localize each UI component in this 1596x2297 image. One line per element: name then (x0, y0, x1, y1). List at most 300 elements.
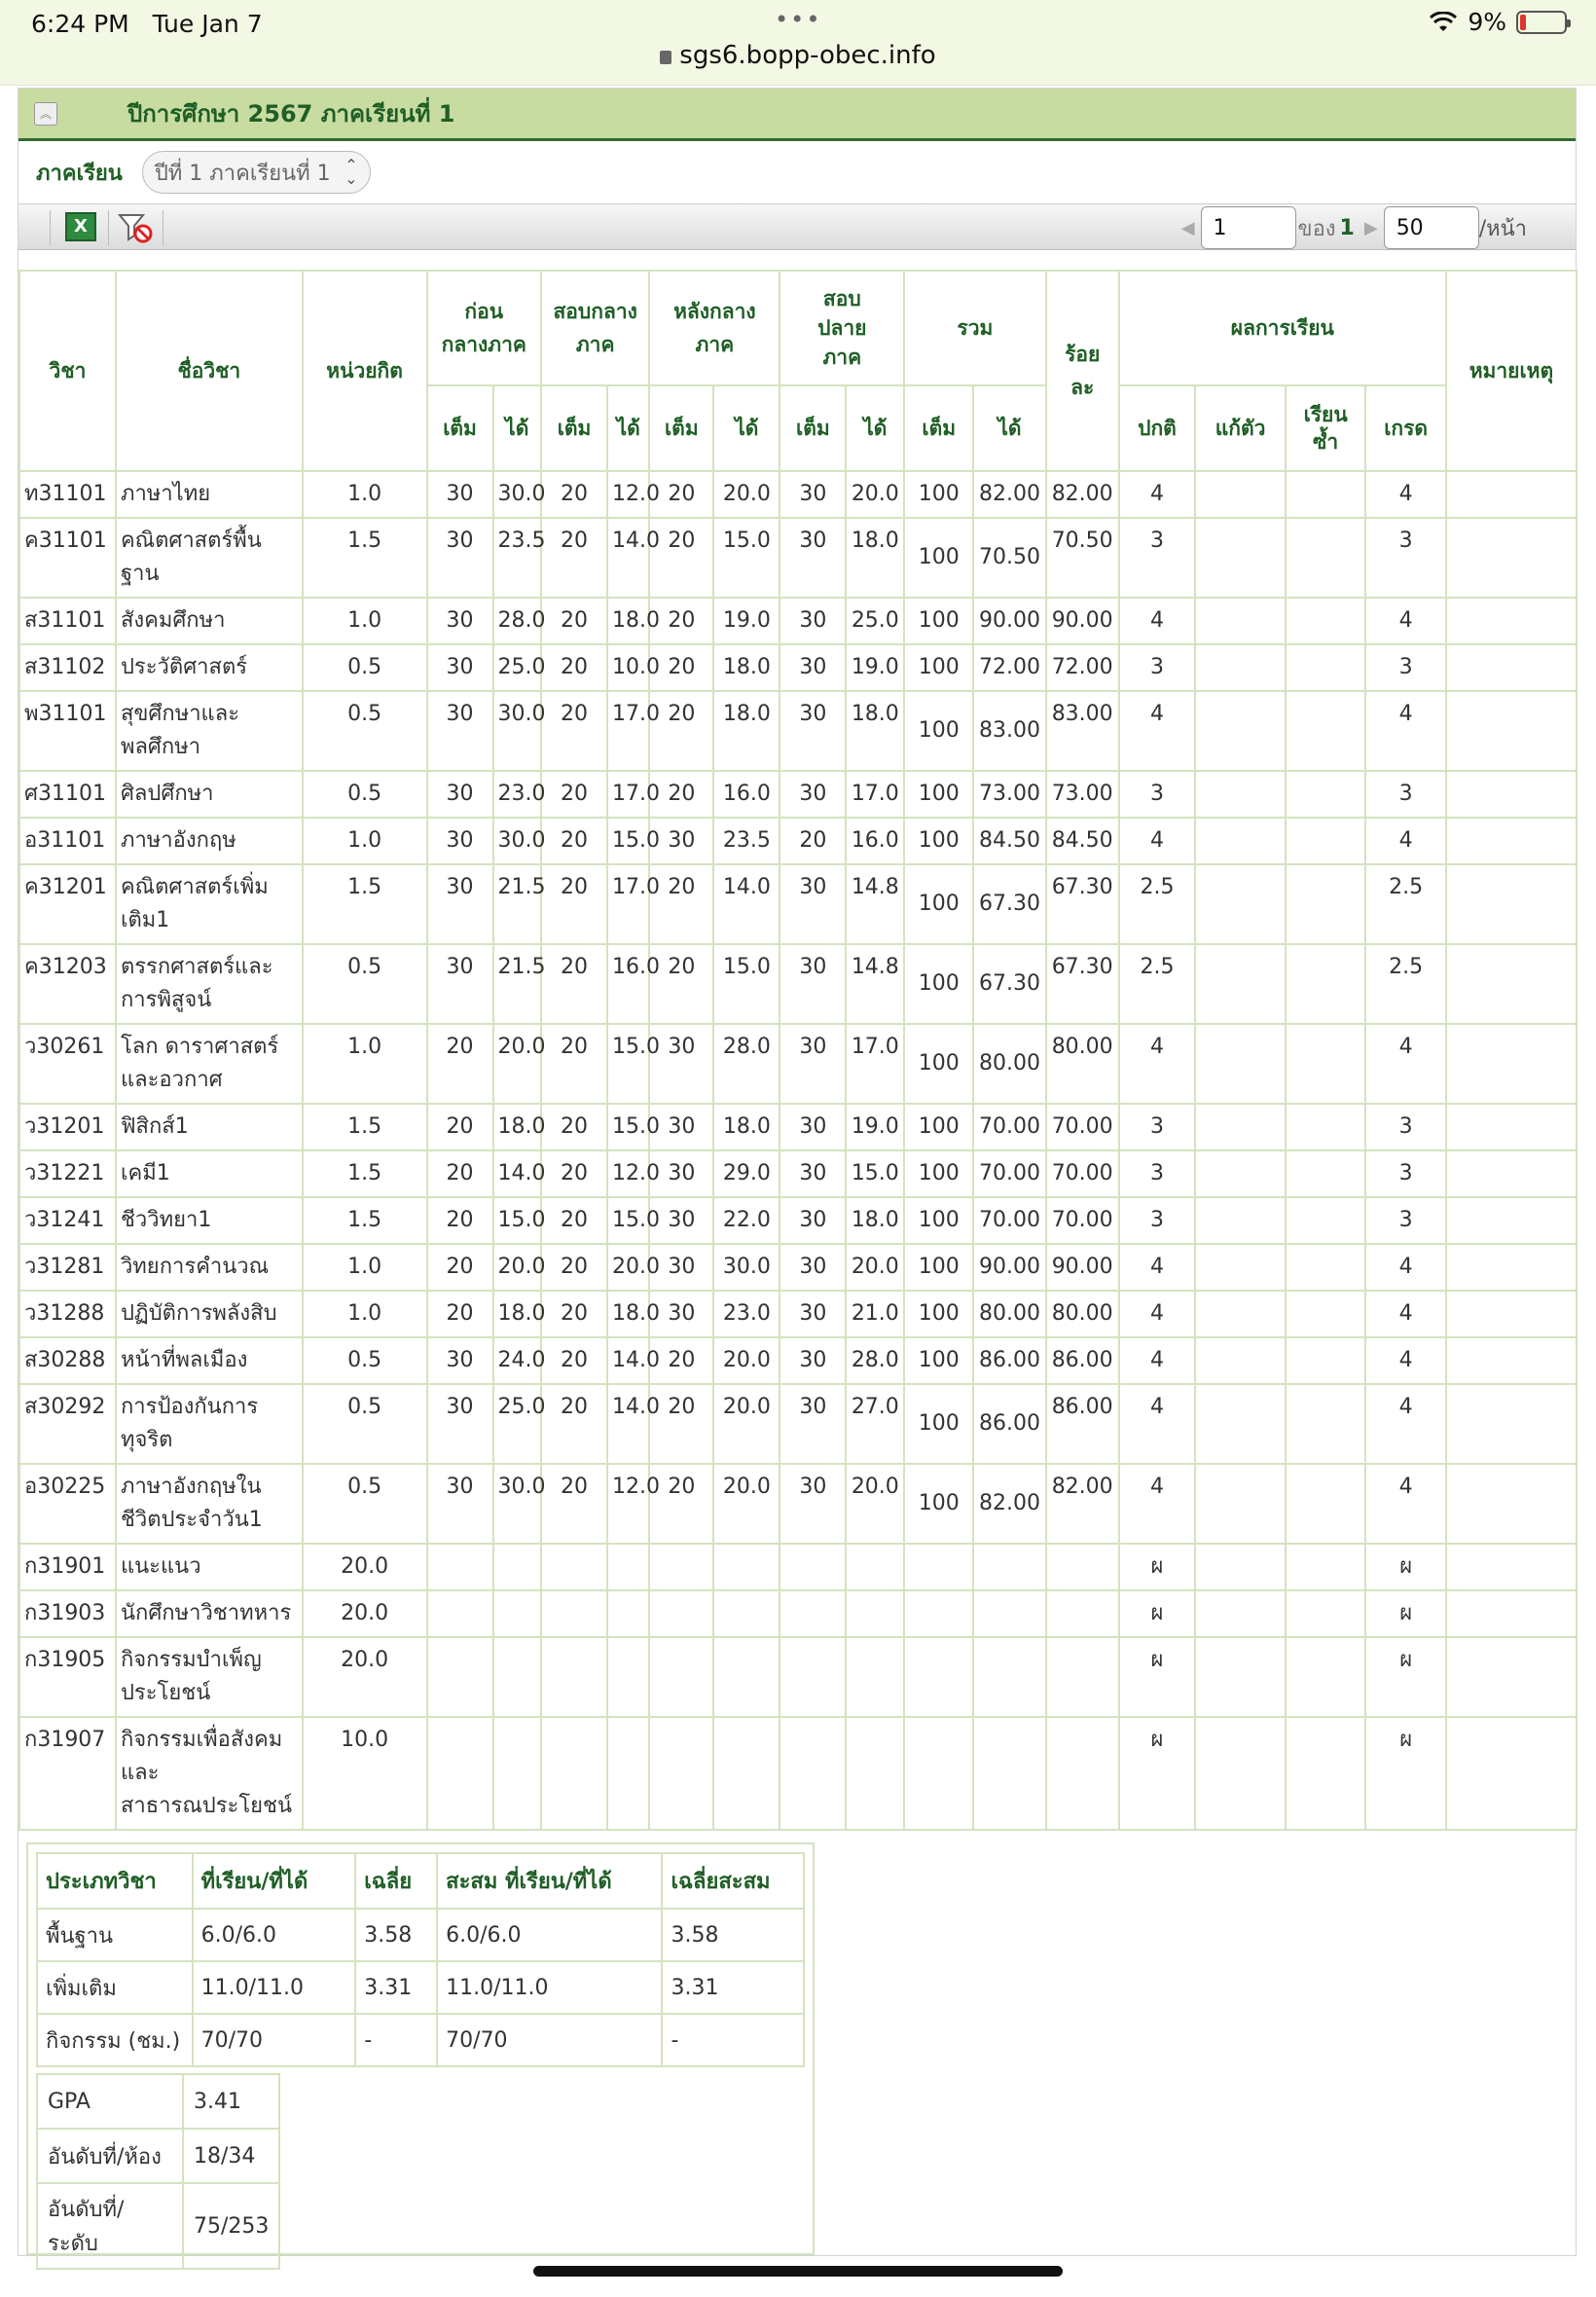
table-cell: 67.30 (1046, 864, 1119, 944)
table-cell (1195, 818, 1286, 864)
table-cell: 14.0 (713, 864, 780, 944)
table-cell: 20 (541, 1104, 607, 1150)
table-cell: 18.0 (713, 644, 780, 691)
summary-table (36, 1852, 805, 2067)
table-cell (1446, 944, 1577, 1024)
table-cell: 82.00 (973, 471, 1045, 518)
pager-total: 1 (1339, 215, 1355, 240)
table-cell (1195, 771, 1286, 818)
table-cell: 86.00 (1046, 1337, 1119, 1384)
gpa-label: อันดับที่/ระดับ (37, 2183, 183, 2269)
table-cell: 80.00 (1046, 1024, 1119, 1104)
table-cell: 30 (427, 864, 493, 944)
table-cell: 100 (904, 944, 973, 1024)
subject-code: ก31907 (19, 1717, 116, 1830)
table-cell (1195, 691, 1286, 771)
toolbar-divider (50, 210, 51, 245)
table-cell: 30 (427, 644, 493, 691)
table-cell: 20.0 (303, 1637, 427, 1717)
table-cell: 20 (541, 944, 607, 1024)
pager-of-label: ของ (1297, 216, 1336, 241)
subject-code: ว31281 (19, 1244, 116, 1291)
table-cell: 0.5 (303, 771, 427, 818)
table-cell: 72.00 (1046, 644, 1119, 691)
table-cell (1286, 1637, 1365, 1717)
table-cell: 2.5 (1119, 944, 1195, 1024)
table-cell (1286, 1104, 1365, 1150)
term-label: ภาคเรียน (36, 161, 123, 186)
table-cell: 30 (780, 1337, 846, 1384)
table-cell: 70.00 (1046, 1197, 1119, 1244)
table-cell: ผ (1119, 1637, 1195, 1717)
table-cell: 100 (904, 1464, 973, 1544)
table-cell (1446, 598, 1577, 644)
table-cell: 100 (904, 1337, 973, 1384)
table-cell (973, 1717, 1045, 1830)
table-cell: 20 (541, 1464, 607, 1544)
table-row (19, 771, 1577, 818)
th-grade: เกรด (1365, 385, 1445, 471)
select-caret-icon: ⌃ ⌄ (345, 156, 358, 188)
table-cell: 15.0 (607, 1197, 649, 1244)
table-cell (713, 1637, 780, 1717)
clear-filter-icon[interactable] (118, 212, 155, 243)
table-cell: 0.5 (303, 691, 427, 771)
table-cell (1286, 1150, 1365, 1197)
table-cell (1195, 1544, 1286, 1590)
summary-cell: - (662, 2014, 804, 2066)
table-cell (1195, 1384, 1286, 1464)
subject-name: แนะแนว (116, 1544, 303, 1590)
table-cell (1286, 1590, 1365, 1637)
table-cell (1195, 1024, 1286, 1104)
table-cell (1446, 1590, 1577, 1637)
table-cell (607, 1637, 649, 1717)
subject-name: ฟิสิกส์1 (116, 1104, 303, 1150)
table-cell: 100 (904, 471, 973, 518)
home-indicator[interactable] (533, 2266, 1063, 2277)
subject-code: อ30225 (19, 1464, 116, 1544)
table-cell: 20 (427, 1244, 493, 1291)
table-cell: 18.0 (493, 1104, 541, 1150)
table-cell: 30 (780, 1291, 846, 1337)
table-row (19, 864, 1577, 944)
table-cell (1446, 771, 1577, 818)
summary-cell: 11.0/11.0 (193, 1961, 356, 2014)
table-cell: 20 (649, 691, 713, 771)
table-cell: 1.0 (303, 471, 427, 518)
table-cell: 30 (649, 1197, 713, 1244)
table-cell: 20 (649, 518, 713, 598)
table-cell (780, 1544, 846, 1590)
th-fix: แก้ตัว (1195, 385, 1286, 471)
th-mid: สอบกลาง ภาค (541, 271, 649, 385)
table-cell: 30 (649, 1150, 713, 1197)
table-cell: 3 (1119, 644, 1195, 691)
table-cell: 0.5 (303, 1464, 427, 1544)
table-cell: 4 (1119, 1291, 1195, 1337)
table-row (19, 644, 1577, 691)
table-cell: 14.8 (846, 864, 904, 944)
table-cell: 30 (427, 1384, 493, 1464)
table-cell (541, 1590, 607, 1637)
table-cell: 30 (427, 598, 493, 644)
table-cell: 20 (649, 1464, 713, 1544)
table-cell: 20.0 (607, 1244, 649, 1291)
table-cell: 0.5 (303, 644, 427, 691)
table-cell: 20.0 (846, 471, 904, 518)
table-cell: 20.0 (303, 1544, 427, 1590)
table-cell: 80.00 (1046, 1291, 1119, 1337)
per-page-suffix: /หน้า (1478, 216, 1527, 241)
table-cell (904, 1590, 973, 1637)
subject-code: ว31241 (19, 1197, 116, 1244)
table-cell (1195, 1464, 1286, 1544)
table-cell: 67.30 (973, 944, 1045, 1024)
table-cell: 100 (904, 1291, 973, 1337)
table-cell: 20 (541, 471, 607, 518)
table-cell (1046, 1717, 1119, 1830)
table-cell: 90.00 (973, 598, 1045, 644)
subject-code: ส31101 (19, 598, 116, 644)
table-cell: 3 (1365, 1197, 1445, 1244)
table-cell: 20.0 (303, 1590, 427, 1637)
table-cell: 28.0 (846, 1337, 904, 1384)
table-cell: 14.8 (846, 944, 904, 1024)
table-cell: 100 (904, 864, 973, 944)
table-cell: 82.00 (973, 1464, 1045, 1544)
table-cell (1195, 864, 1286, 944)
table-cell: 30 (780, 944, 846, 1024)
table-cell: 3 (1119, 1150, 1195, 1197)
th-repeat: เรียน ซ้ำ (1286, 385, 1365, 471)
table-cell: 100 (904, 1384, 973, 1464)
table-row (19, 1150, 1577, 1197)
table-cell: 24.0 (493, 1337, 541, 1384)
table-cell: 23.5 (713, 818, 780, 864)
table-cell: 70.00 (973, 1197, 1045, 1244)
table-cell (1446, 644, 1577, 691)
table-cell: 20 (649, 471, 713, 518)
subject-code: ส31102 (19, 644, 116, 691)
subject-name: หน้าที่พลเมือง (116, 1337, 303, 1384)
summary-cell: เพิ่มเติม (37, 1961, 193, 2014)
subject-name: เคมี1 (116, 1150, 303, 1197)
more-dots-icon[interactable]: ••• (775, 6, 822, 33)
gpa-value: 75/253 (183, 2183, 279, 2269)
subject-name: ชีววิทยา1 (116, 1197, 303, 1244)
subject-code: ศ31101 (19, 771, 116, 818)
table-cell (493, 1544, 541, 1590)
per-page-input[interactable]: 50 (1384, 206, 1479, 249)
term-row (18, 141, 1576, 203)
table-cell: 1.5 (303, 1104, 427, 1150)
subject-name: ตรรกศาสตร์และการพิสูจน์ (116, 944, 303, 1024)
table-cell (1286, 644, 1365, 691)
table-cell: 20 (541, 644, 607, 691)
summary-cell: 6.0/6.0 (437, 1909, 662, 1961)
table-cell: 30 (427, 944, 493, 1024)
grade-panel (18, 88, 1577, 2256)
table-cell: 1.0 (303, 1291, 427, 1337)
summary-cell: 3.58 (355, 1909, 437, 1961)
table-cell: 1.0 (303, 818, 427, 864)
table-cell: 3 (1365, 1104, 1445, 1150)
table-cell: 30 (780, 471, 846, 518)
table-cell: 30 (427, 1464, 493, 1544)
table-cell: 30 (649, 1104, 713, 1150)
next-page-icon[interactable]: ▶ (1363, 217, 1378, 238)
table-cell: 90.00 (1046, 598, 1119, 644)
table-cell (1446, 691, 1577, 771)
table-cell: 3 (1119, 1104, 1195, 1150)
table-cell: 30 (427, 691, 493, 771)
table-cell: 30 (649, 818, 713, 864)
table-cell (1195, 944, 1286, 1024)
subject-name: ภาษาอังกฤษ (116, 818, 303, 864)
table-cell: 100 (904, 1104, 973, 1150)
table-cell: 15.0 (607, 1104, 649, 1150)
table-cell (1286, 1024, 1365, 1104)
table-cell: 20 (541, 518, 607, 598)
table-cell: 4 (1119, 691, 1195, 771)
table-cell: 4 (1119, 818, 1195, 864)
th-full: เต็ม (780, 385, 846, 471)
table-cell: 14.0 (607, 1337, 649, 1384)
address-bar[interactable] (0, 41, 1596, 70)
table-row (19, 1337, 1577, 1384)
table-cell (607, 1590, 649, 1637)
table-cell: 4 (1365, 691, 1445, 771)
table-cell: 4 (1119, 1337, 1195, 1384)
table-cell: 73.00 (973, 771, 1045, 818)
subject-name: กิจกรรมเพื่อสังคมและสาธารณประโยชน์ (116, 1717, 303, 1830)
table-row (19, 818, 1577, 864)
table-cell: ผ (1365, 1637, 1445, 1717)
table-cell: 21.5 (493, 944, 541, 1024)
table-cell: 14.0 (607, 518, 649, 598)
table-cell: 80.00 (973, 1291, 1045, 1337)
url-text: sgs6.bopp-obec.info (679, 41, 936, 70)
gpa-row (37, 2129, 279, 2183)
table-cell: 16.0 (607, 944, 649, 1024)
table-cell (427, 1544, 493, 1590)
table-cell: ผ (1365, 1590, 1445, 1637)
table-cell: 15.0 (607, 818, 649, 864)
subject-code: พ31101 (19, 691, 116, 771)
table-cell: 28.0 (493, 598, 541, 644)
table-cell: 20 (649, 598, 713, 644)
table-cell: 18.0 (607, 1291, 649, 1337)
table-cell: 20 (541, 1337, 607, 1384)
table-cell: 4 (1119, 1464, 1195, 1544)
th-post-mid: หลังกลาง ภาค (649, 271, 780, 385)
table-cell: 20 (541, 1197, 607, 1244)
table-cell: 100 (904, 771, 973, 818)
table-cell: 20 (541, 1384, 607, 1464)
table-cell: 84.50 (1046, 818, 1119, 864)
table-cell: 23.0 (493, 771, 541, 818)
table-cell: 4 (1365, 1337, 1445, 1384)
subject-name: สังคมศึกษา (116, 598, 303, 644)
term-select[interactable] (142, 151, 371, 194)
table-cell: 20 (427, 1024, 493, 1104)
table-cell: 15.0 (713, 518, 780, 598)
page-input[interactable]: 1 (1201, 206, 1296, 249)
summary-row (37, 2014, 804, 2066)
table-row (19, 518, 1577, 598)
subject-code: ว31201 (19, 1104, 116, 1150)
table-cell: 10.0 (607, 644, 649, 691)
subject-name: คณิตศาสตร์เพิ่มเติม1 (116, 864, 303, 944)
table-cell: 18.0 (493, 1291, 541, 1337)
table-cell (846, 1637, 904, 1717)
table-cell: 70.50 (1046, 518, 1119, 598)
table-cell: 18.0 (713, 1104, 780, 1150)
table-cell: 30 (780, 691, 846, 771)
table-cell (1286, 1717, 1365, 1830)
table-cell (1046, 1637, 1119, 1717)
table-cell: 4 (1119, 1024, 1195, 1104)
table-cell: 18.0 (846, 518, 904, 598)
table-cell: 14.0 (607, 1384, 649, 1464)
table-cell (1046, 1590, 1119, 1637)
subject-code: ว31288 (19, 1291, 116, 1337)
table-cell: 20.0 (713, 1337, 780, 1384)
table-cell: 20 (649, 944, 713, 1024)
table-row (19, 1717, 1577, 1830)
table-cell: 100 (904, 691, 973, 771)
table-cell: 18.0 (846, 691, 904, 771)
table-cell: 3 (1365, 1150, 1445, 1197)
table-cell: 4 (1119, 1244, 1195, 1291)
table-cell: 20.0 (846, 1464, 904, 1544)
battery-percent: 9% (1468, 8, 1506, 36)
table-cell (904, 1637, 973, 1717)
subject-code: ค31203 (19, 944, 116, 1024)
table-cell: 20 (649, 1337, 713, 1384)
table-cell: 30 (780, 864, 846, 944)
table-cell (1446, 864, 1577, 944)
summary-cell: - (355, 2014, 437, 2066)
subject-name: ภาษาอังกฤษในชีวิตประจำวัน1 (116, 1464, 303, 1544)
gpa-label: GPA (37, 2074, 183, 2129)
table-cell: 20 (649, 1384, 713, 1464)
table-cell (1286, 471, 1365, 518)
table-cell: 1.0 (303, 1024, 427, 1104)
table-cell: 0.5 (303, 1337, 427, 1384)
table-cell: 30 (780, 1104, 846, 1150)
table-cell (1195, 1150, 1286, 1197)
summary-cell: กิจกรรม (ชม.) (37, 2014, 193, 2066)
table-cell: 15.0 (846, 1150, 904, 1197)
subject-code: ก31903 (19, 1590, 116, 1637)
table-cell: 3 (1365, 771, 1445, 818)
table-cell (780, 1590, 846, 1637)
table-row (19, 1637, 1577, 1717)
table-cell (1195, 1590, 1286, 1637)
table-cell: 1.0 (303, 598, 427, 644)
table-cell (1195, 598, 1286, 644)
table-cell: 20 (541, 864, 607, 944)
wifi-icon (1429, 12, 1458, 33)
table-cell (1195, 1717, 1286, 1830)
table-cell (973, 1590, 1045, 1637)
table-cell: 19.0 (846, 1104, 904, 1150)
summary-row (37, 1909, 804, 1961)
collapse-icon[interactable]: ︽ (34, 102, 57, 126)
table-row (19, 471, 1577, 518)
table-cell: 30.0 (493, 818, 541, 864)
table-cell: 12.0 (607, 471, 649, 518)
th-code: วิชา (19, 271, 116, 471)
table-cell: 30 (780, 771, 846, 818)
table-cell (1446, 1024, 1577, 1104)
table-cell: ผ (1119, 1717, 1195, 1830)
table-cell: 4 (1119, 598, 1195, 644)
th-full: เต็ม (649, 385, 713, 471)
table-cell (1446, 1150, 1577, 1197)
table-cell: 90.00 (973, 1244, 1045, 1291)
table-cell: 23.0 (713, 1291, 780, 1337)
pager (1176, 206, 1527, 249)
table-cell: 30 (427, 1337, 493, 1384)
table-cell: 4 (1365, 818, 1445, 864)
date: Tue Jan 7 (152, 10, 263, 38)
table-cell (1286, 944, 1365, 1024)
table-cell: 67.30 (1046, 944, 1119, 1024)
table-cell (780, 1637, 846, 1717)
table-cell (1286, 771, 1365, 818)
th-total: รวม (904, 271, 1045, 385)
table-cell: 30 (780, 644, 846, 691)
table-cell (649, 1717, 713, 1830)
table-cell: 30 (780, 598, 846, 644)
prev-page-icon[interactable]: ◀ (1180, 217, 1195, 238)
table-cell: 100 (904, 598, 973, 644)
table-cell (541, 1544, 607, 1590)
table-cell: 3 (1119, 518, 1195, 598)
table-cell: 20 (427, 1197, 493, 1244)
th-final: สอบ ปลาย ภาค (780, 271, 904, 385)
table-cell: 4 (1365, 1244, 1445, 1291)
table-cell: 20 (780, 818, 846, 864)
table-cell (1195, 1197, 1286, 1244)
table-cell: 15.0 (607, 1024, 649, 1104)
table-cell (1286, 818, 1365, 864)
table-cell: 4 (1119, 471, 1195, 518)
battery-icon (1516, 11, 1567, 34)
excel-export-icon[interactable]: X (65, 212, 96, 241)
summary-header: ประเภทวิชา (37, 1853, 193, 1909)
summary-header: ที่เรียน/ที่ได้ (193, 1853, 356, 1909)
table-cell: 70.50 (973, 518, 1045, 598)
toolbar-divider (108, 210, 109, 245)
table-cell: 15.0 (493, 1197, 541, 1244)
table-cell: 17.0 (846, 1024, 904, 1104)
table-cell: 20.0 (846, 1244, 904, 1291)
table-cell: 100 (904, 644, 973, 691)
table-cell (1286, 1291, 1365, 1337)
table-cell (1046, 1544, 1119, 1590)
table-cell (780, 1717, 846, 1830)
table-cell: 30.0 (713, 1244, 780, 1291)
table-cell: 17.0 (607, 691, 649, 771)
table-cell: 84.50 (973, 818, 1045, 864)
table-cell (1195, 1244, 1286, 1291)
table-cell: 21.0 (846, 1291, 904, 1337)
subject-code: ว30261 (19, 1024, 116, 1104)
